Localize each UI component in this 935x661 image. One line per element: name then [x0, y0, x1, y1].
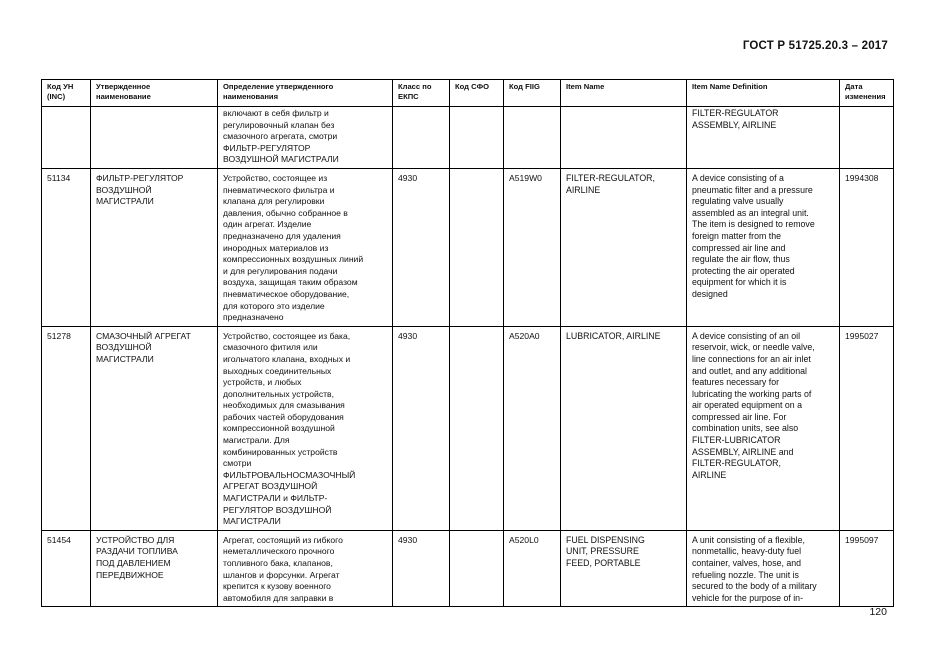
cell-item-definition: A unit consisting of a flexible, nonmetallic, heavy-duty fuel container, valves, hose, and refueling nozzle. The unit is secured to the body of a military vehicle for the purpose of in-	[687, 530, 840, 607]
cell-fiig	[504, 107, 561, 169]
cell-name-ru: ФИЛЬТР-РЕГУЛЯТОР ВОЗДУШНОЙ МАГИСТРАЛИ	[91, 169, 218, 327]
table-header-row	[42, 80, 894, 107]
cell-sfo	[450, 326, 504, 530]
cell-definition-ru: Устройство, состоящее из пневматического фильтра и клапана для регулировки давления, обычно собранное в один агрегат. Изделие предназначено для удаления инородных материалов из компрессионных воздушных линий и для регулирования подачи воздуха, защищая таким образом пневматическое оборудование, для которого это изделие предназначено	[218, 169, 393, 327]
cell-item-name: LUBRICATOR, AIRLINE	[561, 326, 687, 530]
cell-code: 51134	[42, 169, 91, 327]
cell-item-name: FUEL DISPENSING UNIT, PRESSURE FEED, PORTABLE	[561, 530, 687, 607]
cell-item-name	[561, 107, 687, 169]
col-header-item-name: Item Name	[561, 80, 687, 107]
cell-definition-ru: включают в себя фильтр и регулировочный клапан без смазочного агрегата, смотри ФИЛЬТР-РЕГУЛЯТОР ВОЗДУШНОЙ МАГИСТРАЛИ	[218, 107, 393, 169]
cell-class: 4930	[393, 530, 450, 607]
col-header-approved-name: Утвержденное наименование	[91, 80, 218, 107]
page-number: 120	[869, 606, 887, 618]
cell-class: 4930	[393, 326, 450, 530]
cell-name-ru	[91, 107, 218, 169]
col-header-inc: Код УН (INC)	[42, 80, 91, 107]
cell-item-definition: A device consisting of an oil reservoir, wick, or needle valve, line connections for an air inlet and outlet, and any additional features necessary for lubricating the working parts of air operated equipment on a compressed air line. For combination units, see also FILTER-LUBRICATOR ASSEMBLY, AIRLINE and FILTER-REGULATOR, AIRLINE	[687, 326, 840, 530]
cell-sfo	[450, 530, 504, 607]
table-row	[42, 107, 894, 169]
cell-code	[42, 107, 91, 169]
cell-date: 1995097	[840, 530, 894, 607]
cell-name-ru: СМАЗОЧНЫЙ АГРЕГАТ ВОЗДУШНОЙ МАГИСТРАЛИ	[91, 326, 218, 530]
cell-fiig: A519W0	[504, 169, 561, 327]
cell-item-name: FILTER-REGULATOR, AIRLINE	[561, 169, 687, 327]
cell-name-ru: УСТРОЙСТВО ДЛЯ РАЗДАЧИ ТОПЛИВА ПОД ДАВЛЕНИЕМ ПЕРЕДВИЖНОЕ	[91, 530, 218, 607]
cell-item-definition: FILTER-REGULATOR ASSEMBLY, AIRLINE	[687, 107, 840, 169]
cell-definition-ru: Устройство, состоящее из бака, смазочного фитиля или игольчатого клапана, входных и выходных соединительных устройств, и любых дополнительных устройств, необходимых для смазывания рабочих частей оборудования компрессионной воздушной магистрали. Для комбинированных устройств смотри ФИЛЬТРОВАЛЬНОСМАЗОЧНЫЙ АГРЕГАТ ВОЗДУШНОЙ МАГИСТРАЛИ и ФИЛЬТР- РЕГУЛЯТОР ВОЗДУШНОЙ МАГИСТРАЛИ	[218, 326, 393, 530]
cell-class: 4930	[393, 169, 450, 327]
document-header: ГОСТ Р 51725.20.3 – 2017	[742, 40, 888, 52]
catalog-table	[41, 79, 894, 607]
cell-fiig: A520L0	[504, 530, 561, 607]
col-header-definition: Определение утвержденного наименования	[218, 80, 393, 107]
cell-code: 51454	[42, 530, 91, 607]
col-header-sfo: Код СФО	[450, 80, 504, 107]
cell-item-definition: A device consisting of a pneumatic filter and a pressure regulating valve usually assembled as an integral unit. The item is designed to remove foreign matter from the compressed air line and regulate the air flow, thus protecting the air operated equipment for which it is designed	[687, 169, 840, 327]
cell-sfo	[450, 107, 504, 169]
table-row	[42, 169, 894, 327]
cell-date: 1994308	[840, 169, 894, 327]
table-row	[42, 326, 894, 530]
col-header-item-definition: Item Name Definition	[687, 80, 840, 107]
cell-date: 1995027	[840, 326, 894, 530]
cell-sfo	[450, 169, 504, 327]
col-header-fiig: Код FIIG	[504, 80, 561, 107]
cell-date	[840, 107, 894, 169]
col-header-class: Класс по ЕКПС	[393, 80, 450, 107]
col-header-date: Дата изменения	[840, 80, 894, 107]
table-row	[42, 530, 894, 607]
cell-fiig: A520A0	[504, 326, 561, 530]
cell-code: 51278	[42, 326, 91, 530]
cell-class	[393, 107, 450, 169]
cell-definition-ru: Агрегат, состоящий из гибкого неметаллического прочного топливного бака, клапанов, шлангов и форсунки. Агрегат крепится к кузову военного автомобиля для заправки в	[218, 530, 393, 607]
